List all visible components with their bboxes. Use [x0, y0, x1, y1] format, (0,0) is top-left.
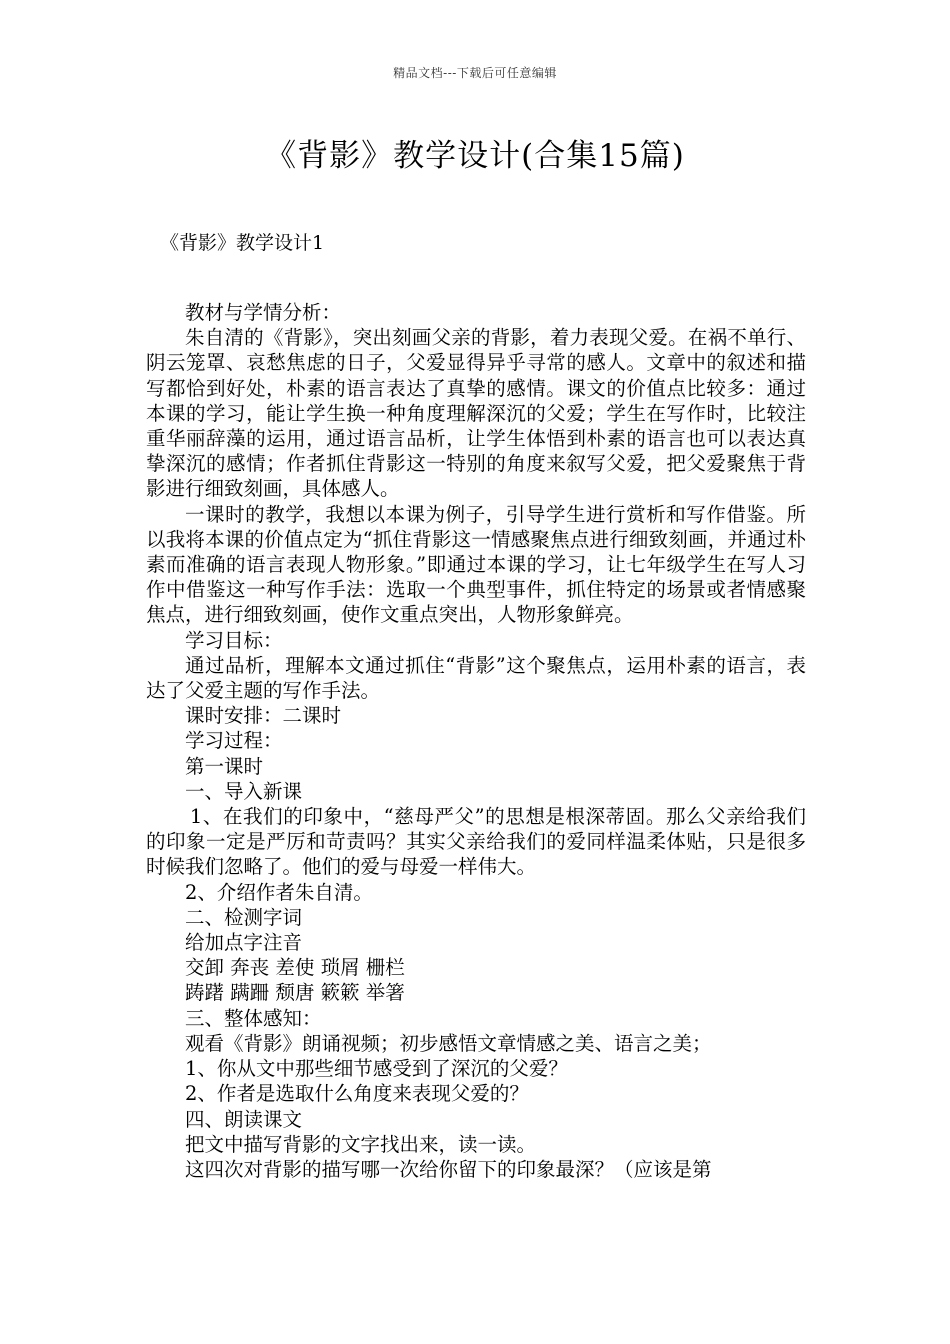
paragraph-process-heading: 学习过程：: [185, 729, 283, 753]
paragraph-vocab-instruction: 给加点字注音: [185, 931, 303, 955]
section-title: 《背影》教学设计1: [160, 232, 325, 254]
paragraph-question-2: 2、作者是选取什么角度来表现父爱的？: [185, 1082, 529, 1106]
paragraph-perception-video: 观看《背影》朗诵视频；初步感悟文章情感之美、语言之美；: [185, 1031, 712, 1055]
paragraph-intro-2: 2、介绍作者朱自清。: [185, 880, 373, 904]
paragraph-question-1: 1、你从文中那些细节感受到了深沉的父爱？: [185, 1057, 568, 1081]
paragraph-vocab-heading: 二、检测字词: [185, 905, 303, 929]
paragraph-analysis: 朱自清的《背影》，突出刻画父亲的背影，着力表现父爱。在祸不单行、阴云笼罩、哀愁焦虑的日子，父爱显得异乎寻常的感人。文章中的叙述和描写都恰到好处，朴素的语言表达了真挚的感情。课文的价值点比较多：通过本课的学习，能让学生换一种角度理解深沉的父爱；学生在写作时，比较注重华丽辞藻的运用，通过语言品析，让学生体悟到朴素的语言也可以表达真挚深沉的感情；作者抓住背影这一特别的角度来叙写父爱，把父爱聚焦于背影进行细致刻画，具体感人。: [146, 326, 806, 501]
paragraph-reading-heading: 四、朗读课文: [185, 1107, 303, 1131]
paragraph-reading-question: 这四次对背影的描写哪一次给你留下的印象最深？（应该是第: [185, 1157, 712, 1181]
paragraph-perception-heading: 三、整体感知：: [185, 1006, 322, 1030]
paragraph-intro-1: 1、在我们的印象中，“慈母严父”的思想是根深蒂固。那么父亲给我们的印象一定是严厉和苛责吗？其实父亲给我们的爱同样温柔体贴，只是很多时候我们忽略了。他们的爱与母爱一样伟大。: [146, 805, 806, 879]
paragraph-vocab-row-2: 踌躇 蹒跚 颓唐 簌簌 举箸: [185, 981, 405, 1005]
body-text: [146, 300, 806, 1182]
header-note: 精品文档---下载后可任意编辑: [393, 66, 557, 80]
paragraph-lesson-one: 第一课时: [185, 754, 264, 778]
paragraph-value-point: 一课时的教学，我想以本课为例子，引导学生进行赏析和写作借鉴。所以我将本课的价值点定为“抓住背影这一情感聚焦点进行细致刻画，并通过朴素而准确的语言表现人物形象。”即通过本课的学习，让七年级学生在写人习作中借鉴这一种写作手法：选取一个典型事件，抓住特定的场景或者情感聚焦点，进行细致刻画，使作文重点突出，人物形象鲜亮。: [146, 502, 806, 627]
paragraph-schedule: 课时安排：二课时: [185, 704, 342, 728]
document-title: 《背影》教学设计(合集15篇): [265, 138, 685, 174]
paragraph-reading-task: 把文中描写背影的文字找出来，读一读。: [185, 1132, 537, 1156]
paragraph-intro-heading: 一、导入新课: [185, 779, 303, 803]
paragraph-goals: 通过品析，理解本文通过抓住“背影”这个聚焦点，运用朴素的语言，表达了父爱主题的写作手法。: [146, 653, 806, 703]
paragraph-analysis-heading: 教材与学情分析：: [185, 301, 342, 324]
paragraph-goals-heading: 学习目标：: [185, 628, 283, 652]
paragraph-vocab-row-1: 交卸 奔丧 差使 琐屑 栅栏: [185, 956, 405, 980]
